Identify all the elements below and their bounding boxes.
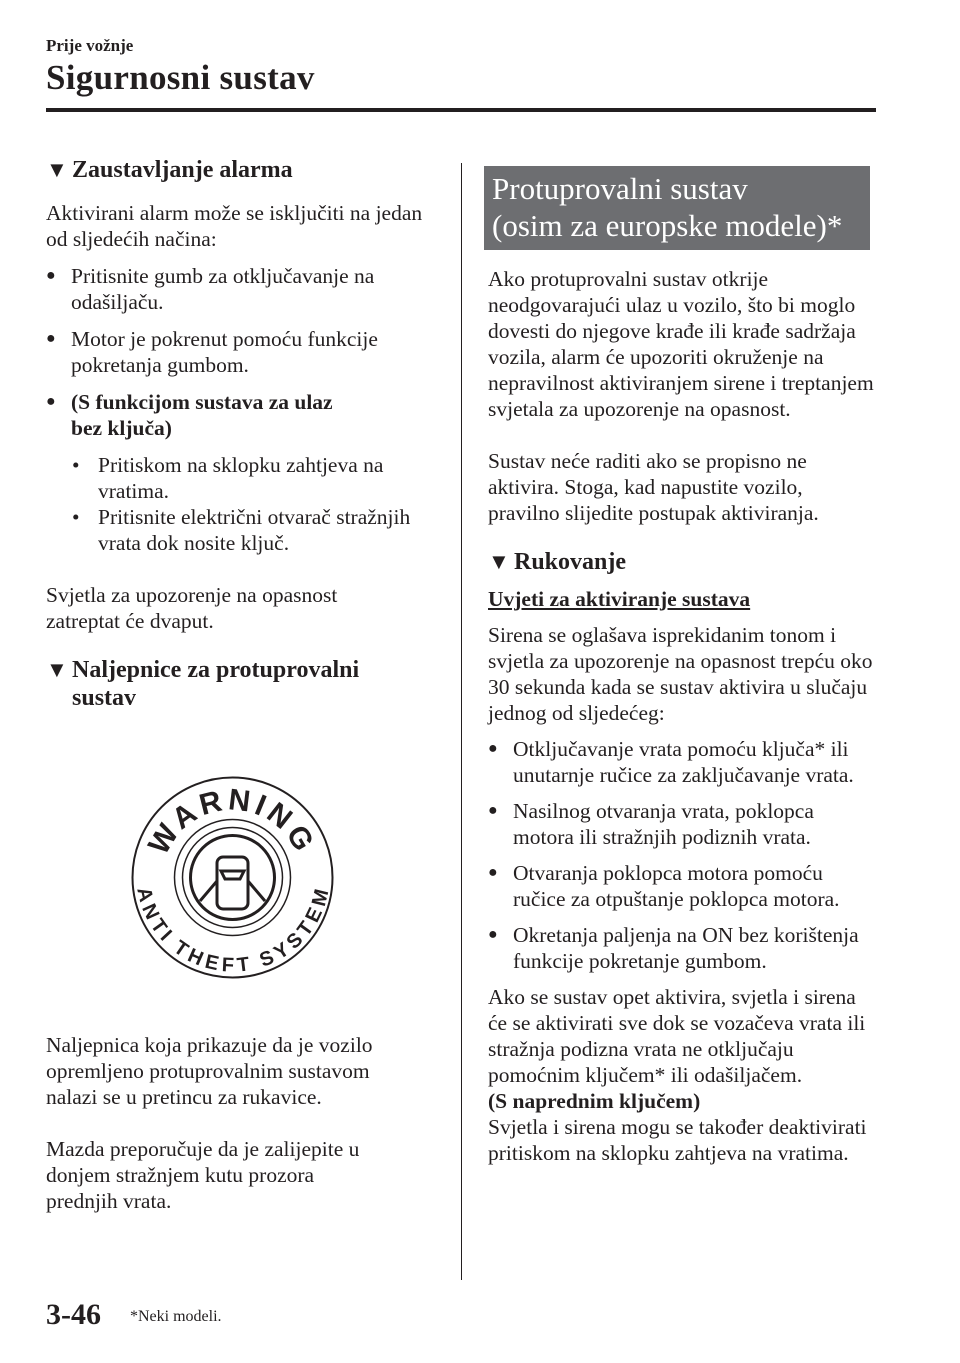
sub-list-item: • Pritisnite električni otvarač stražnjih vrata dok nosite ključ. <box>72 505 411 555</box>
sub-list-item: • Pritiskom na sklopku zahtjeva na vratima. <box>72 453 384 503</box>
bullet-icon: ● <box>46 393 56 410</box>
activation-note: Sustav neće raditi ako se propisno ne aktivira. Stoga, kad napustite vozilo, pravilno slijedite postupak aktiviranja. <box>488 449 819 525</box>
footnote: *Neki modeli. <box>130 1308 222 1325</box>
lights-text: Svjetla za upozorenje na opasnost zatreptat će dvaput. <box>46 583 338 633</box>
badge-bottom-text: ANTI THEFT SYSTEM <box>132 885 334 977</box>
heading-stop-alarm: ▼ Zaustavljanje alarma <box>46 157 293 183</box>
heading-stickers: ▼ Naljepnice za protuprovalni sustav <box>46 657 360 711</box>
bullet-icon: ● <box>46 267 56 284</box>
bullet-icon: ● <box>488 926 498 943</box>
list-item: ● Otvaranja poklopca motora pomoću ručice za otpuštanje poklopca motora. <box>488 861 840 911</box>
bullet-icon: ● <box>488 864 498 881</box>
deactivation-paragraph: Svjetla i sirena mogu se također deaktivirati pritiskom na sklopku zahtjeva na vratima. <box>488 1115 867 1165</box>
page-number: 3-46 <box>46 1298 101 1331</box>
heading-handling: ▼ Rukovanje <box>488 549 627 575</box>
header-rule <box>46 108 876 112</box>
intro-paragraph: Ako protuprovalni sustav otkrije neodgovarajući ulaz u vozilo, što bi moglo dovesti do njegove krađe ili krađe sadržaja vozila, alarm će upozoriti okruženje na nepravilnost aktiviranjem sirene i treptanjem svjetala za upozorenje na opasnost. <box>488 267 874 421</box>
list-item: ● Pritisnite gumb za otključavanje na odašiljaču. <box>46 264 375 314</box>
right-column <box>488 166 878 1166</box>
badge-top-text: WARNING <box>142 783 322 861</box>
list-item: ● Okretanja paljenja na ON bez korištenja funkcije pokretanje gumbom. <box>488 923 859 973</box>
conditions-intro: Sirena se oglašava isprekidanim tonom i svjetla za upozorenje na opasnost trepću oko 30 sekunda kada se sustav aktivira u slučaju jednog od sljedećeg: <box>488 623 873 725</box>
left-column <box>46 156 446 1214</box>
anti-theft-warning-badge <box>130 775 335 980</box>
section-label: Prije vožnje <box>46 36 134 55</box>
list-item: ● Otključavanje vrata pomoću ključa* ili unutarnje ručice za zaključavanje vrata. <box>488 737 854 787</box>
list-item: ● (S funkcijom sustava za ulaz bez ključa) <box>46 390 333 440</box>
advanced-key-label: (S naprednim ključem) <box>488 1089 701 1113</box>
reactivation-paragraph: Ako se sustav opet aktivira, svjetla i sirena će se aktivirati sve dok se vozačeva vrata ili stražnja podizna vrata ne otključaju pomoćnim ključem* ili odašiljačem. <box>488 985 866 1087</box>
sticker-recommendation: Mazda preporučuje da je zalijepite u donjem stražnjem kutu prozora prednjih vrata. <box>46 1137 360 1213</box>
page-title: Sigurnosni sustav <box>46 58 315 97</box>
section-banner: Protuprovalni sustav (osim za europske modele)* <box>484 166 870 250</box>
bullet-icon: ● <box>488 802 498 819</box>
column-divider <box>461 163 462 1280</box>
conditions-title: Uvjeti za aktiviranje sustava <box>488 587 751 611</box>
bullet-icon: ● <box>488 740 498 757</box>
list-item: ● Nasilnog otvaranja vrata, poklopca motora ili stražnjih podiznih vrata. <box>488 799 814 849</box>
stop-intro: Aktivirani alarm može se isključiti na jedan od sljedećih načina: <box>46 201 423 251</box>
triangle-icon: ▼ <box>46 657 68 682</box>
list-item: ● Motor je pokrenut pomoću funkcije pokretanja gumbom. <box>46 327 378 377</box>
triangle-icon: ▼ <box>46 157 68 182</box>
sticker-caption: Naljepnica koja prikazuje da je vozilo opremljeno protuprovalnim sustavom nalazi se u pretincu za rukavice. <box>46 1033 373 1109</box>
triangle-icon: ▼ <box>488 549 510 574</box>
bullet-icon: ● <box>46 330 56 347</box>
